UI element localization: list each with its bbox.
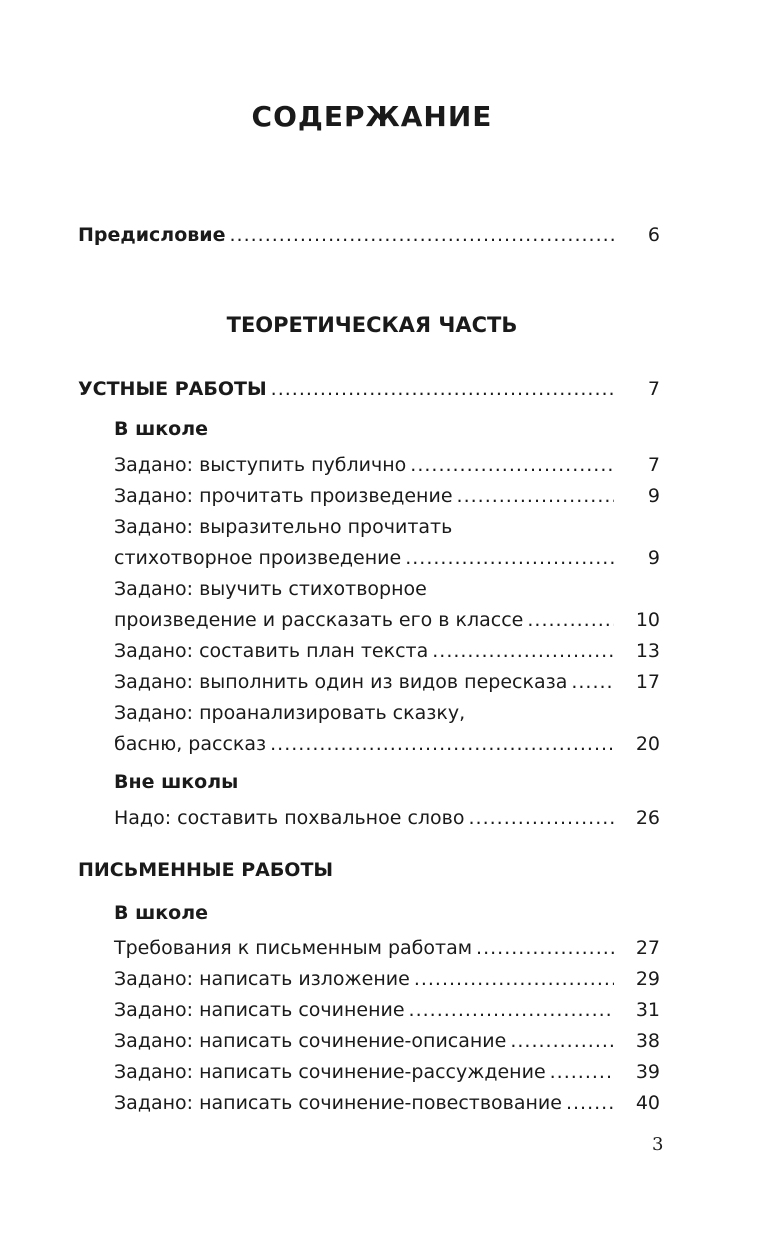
toc-entry bbox=[114, 545, 618, 571]
toc-entry-page: 6 bbox=[647, 224, 660, 246]
toc-entry-label: Задано: прочитать произведение bbox=[114, 485, 453, 507]
toc-section-written: ПИСЬМЕННЫЕ РАБОТЫ bbox=[78, 859, 334, 881]
toc-entry bbox=[114, 638, 618, 664]
toc-entry-label: Задано: составить план текста bbox=[114, 640, 429, 662]
toc-entry bbox=[114, 669, 618, 695]
toc-entry bbox=[114, 805, 618, 831]
leader-dots bbox=[271, 376, 614, 402]
toc-entry-label: произведение и рассказать его в классе bbox=[114, 609, 524, 631]
toc-entry-label: Задано: написать сочинение bbox=[114, 999, 405, 1021]
subheading-oral-school: В школе bbox=[114, 418, 209, 440]
toc-entry-page: 39 bbox=[635, 1061, 660, 1083]
toc-entry bbox=[114, 966, 618, 992]
toc-entry bbox=[114, 1059, 618, 1085]
leader-dots bbox=[405, 545, 614, 571]
toc-entry-label: Надо: составить похвальное слово bbox=[114, 807, 465, 829]
leader-dots bbox=[469, 805, 615, 831]
page-number: 3 bbox=[652, 1134, 664, 1155]
leader-dots bbox=[409, 997, 614, 1023]
toc-entry-label: стихотворное произведение bbox=[114, 547, 402, 569]
toc-entry bbox=[114, 607, 618, 633]
page-title: СОДЕРЖАНИЕ bbox=[251, 100, 493, 133]
toc-entry bbox=[114, 1028, 618, 1054]
toc-entry bbox=[114, 483, 618, 509]
toc-entry bbox=[114, 997, 618, 1023]
toc-entry-label-line1: Задано: выразительно прочитать bbox=[114, 516, 453, 538]
toc-entry-label: Задано: написать сочинение-рассуждение bbox=[114, 1061, 546, 1083]
subheading-written-school: В школе bbox=[114, 902, 209, 924]
toc-entry-label: басню, рассказ bbox=[114, 733, 267, 755]
toc-entry bbox=[114, 731, 618, 757]
leader-dots bbox=[230, 222, 614, 248]
toc-entry-label: Задано: написать изложение bbox=[114, 968, 410, 990]
part-title: ТЕОРЕТИЧЕСКАЯ ЧАСТЬ bbox=[226, 313, 518, 337]
toc-entry-page: 40 bbox=[635, 1092, 660, 1114]
toc-entry-page: 17 bbox=[635, 671, 660, 693]
toc-entry-page: 9 bbox=[647, 547, 660, 569]
toc-entry-label: Задано: выполнить один из видов пересказа bbox=[114, 671, 568, 693]
leader-dots bbox=[270, 731, 614, 757]
toc-entry-label: Задано: выступить публично bbox=[114, 454, 407, 476]
leader-dots bbox=[432, 638, 614, 664]
leader-dots bbox=[414, 966, 614, 992]
toc-entry-label: Требования к письменным работам bbox=[114, 937, 473, 959]
toc-entry-label-line1: Задано: выучить стихотворное bbox=[114, 578, 427, 600]
toc-entry bbox=[114, 1090, 618, 1116]
toc-entry bbox=[114, 452, 618, 478]
section-page: 7 bbox=[647, 378, 660, 400]
toc-entry-label: Предисловие bbox=[78, 224, 226, 246]
toc-entry-preface bbox=[78, 222, 618, 248]
toc-entry-label: Задано: написать сочинение-повествование bbox=[114, 1092, 562, 1114]
section-label: УСТНЫЕ РАБОТЫ bbox=[78, 378, 267, 400]
toc-entry-page: 29 bbox=[635, 968, 660, 990]
toc-entry-label-line1: Задано: проанализировать сказку, bbox=[114, 702, 466, 724]
toc-entry-page: 10 bbox=[635, 609, 660, 631]
toc-entry-page: 9 bbox=[647, 485, 660, 507]
leader-dots bbox=[510, 1028, 614, 1054]
toc-entry-page: 26 bbox=[635, 807, 660, 829]
toc-entry-label: Задано: написать сочинение-описание bbox=[114, 1030, 507, 1052]
leader-dots bbox=[410, 452, 614, 478]
toc-entry-page: 27 bbox=[635, 937, 660, 959]
toc-entry-page: 7 bbox=[647, 454, 660, 476]
toc-entry-page: 13 bbox=[635, 640, 660, 662]
toc-section-oral bbox=[78, 376, 618, 402]
leader-dots bbox=[457, 483, 614, 509]
toc-entry-page: 20 bbox=[635, 733, 660, 755]
toc-entry-page: 31 bbox=[635, 999, 660, 1021]
subheading-oral-outside: Вне школы bbox=[114, 771, 239, 793]
toc-entry-page: 38 bbox=[635, 1030, 660, 1052]
leader-dots bbox=[476, 935, 614, 961]
toc-entry bbox=[114, 935, 618, 961]
